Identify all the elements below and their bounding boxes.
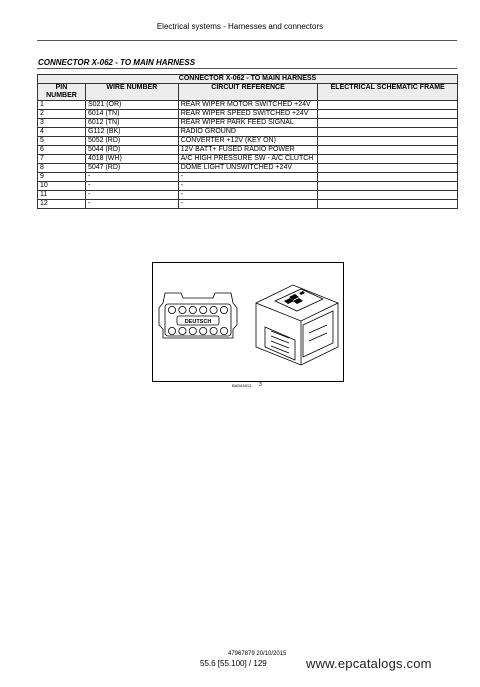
connector-figure [152, 262, 344, 382]
table-cell: 5 [38, 137, 86, 146]
table-cell: - [85, 173, 178, 182]
figure-caption: BAD61813 [232, 383, 252, 388]
table-cell: 10 [38, 182, 86, 191]
footer-page-number: 55.6 [55.100] / 129 [200, 659, 267, 668]
table-cell [318, 200, 458, 209]
table-row [38, 191, 458, 200]
table-cell: - [85, 182, 178, 191]
table-cell [318, 110, 458, 119]
pin-hole [210, 306, 217, 313]
table-cell: 6014 (TN) [85, 110, 178, 119]
table-cell: 12V BATT+ FUSED RADIO POWER [178, 146, 318, 155]
table-cell: REAR WIPER PARK FEED SIGNAL [178, 119, 318, 128]
page-header: Electrical systems - Harnesses and connectors [156, 22, 324, 31]
table-cell: REAR WIPER SPEED SWITCHED +24V [178, 110, 318, 119]
table-cell: - [178, 191, 318, 200]
table-cell: 7 [38, 155, 86, 164]
col-header: PIN NUMBER [38, 84, 86, 101]
table-row [38, 155, 458, 164]
table-cell: 12 [38, 200, 86, 209]
table-cell: - [178, 173, 318, 182]
table-row [38, 173, 458, 182]
table-cell: - [85, 191, 178, 200]
pin-hole [168, 327, 175, 334]
pin-hole [168, 306, 175, 313]
watermark: www.epcatalogs.com [306, 656, 432, 671]
pin-hole [179, 306, 186, 313]
deutsch-logo: DEUTSCH [184, 319, 212, 325]
table-row [38, 146, 458, 155]
table-cell: 5052 (RD) [85, 137, 178, 146]
table-cell: - [85, 200, 178, 209]
table-cell: 1 [38, 101, 86, 110]
table-cell: 2 [38, 110, 86, 119]
table-cell: DOME LIGHT UNSWITCHED +24V [178, 164, 318, 173]
pin-hole [220, 327, 227, 334]
table-cell [318, 101, 458, 110]
pin-hole [200, 306, 207, 313]
table-cell: 11 [38, 191, 86, 200]
figure-number: 3 [259, 382, 262, 388]
table-cell: REAR WIPER MOTOR SWITCHED +24V [178, 101, 318, 110]
table-row [38, 101, 458, 110]
table-cell [318, 182, 458, 191]
section-title: CONNECTOR X-062 - TO MAIN HARNESS [38, 58, 196, 67]
table-cell [318, 173, 458, 182]
table-cell: 5047 (RD) [85, 164, 178, 173]
col-header: CIRCUIT REFERENCE [178, 84, 318, 101]
connector-table [37, 74, 458, 209]
table-row [38, 128, 458, 137]
table-cell: 4018 (WH) [85, 155, 178, 164]
table-cell: 3 [38, 119, 86, 128]
connector-illustration [153, 263, 343, 381]
pin-hole [210, 327, 217, 334]
table-row [38, 182, 458, 191]
table-cell [318, 146, 458, 155]
header-divider [37, 40, 457, 41]
table-cell: 6 [38, 146, 86, 155]
table-cell [318, 164, 458, 173]
table-cell [318, 119, 458, 128]
table-row [38, 137, 458, 146]
table-cell: A/C HIGH PRESSURE SW - A/C CLUTCH [178, 155, 318, 164]
table-cell: 9 [38, 173, 86, 182]
pin-hole [179, 327, 186, 334]
table-cell: 6012 (TN) [85, 119, 178, 128]
table-cell [318, 191, 458, 200]
table-row [38, 119, 458, 128]
table-cell [318, 128, 458, 137]
table-cell: 4 [38, 128, 86, 137]
table-cell: CONVERTER +12V (KEY ON) [178, 137, 318, 146]
table-cell: 8 [38, 164, 86, 173]
table-cell: 5044 (RD) [85, 146, 178, 155]
table-cell: S021 (OR) [85, 101, 178, 110]
footer-doc-id: 47967879 20/10/2015 [228, 651, 287, 657]
table-title: CONNECTOR X-062 - TO MAIN HARNESS [38, 75, 458, 84]
pin-hole [200, 327, 207, 334]
table-cell: - [178, 182, 318, 191]
col-header: ELECTRICAL SCHEMATIC FRAME [318, 84, 458, 101]
table-row [38, 110, 458, 119]
table-header-row [38, 84, 458, 101]
pin-hole [189, 327, 196, 334]
table-cell: RADIO GROUND [178, 128, 318, 137]
table-row [38, 164, 458, 173]
col-header: WIRE NUMBER [85, 84, 178, 101]
table-cell: G112 (BK) [85, 128, 178, 137]
table-cell: - [178, 200, 318, 209]
table-cell [318, 137, 458, 146]
table-cell [318, 155, 458, 164]
pin-hole [220, 306, 227, 313]
pin-hole [189, 306, 196, 313]
section-divider [37, 68, 457, 69]
table-row [38, 200, 458, 209]
